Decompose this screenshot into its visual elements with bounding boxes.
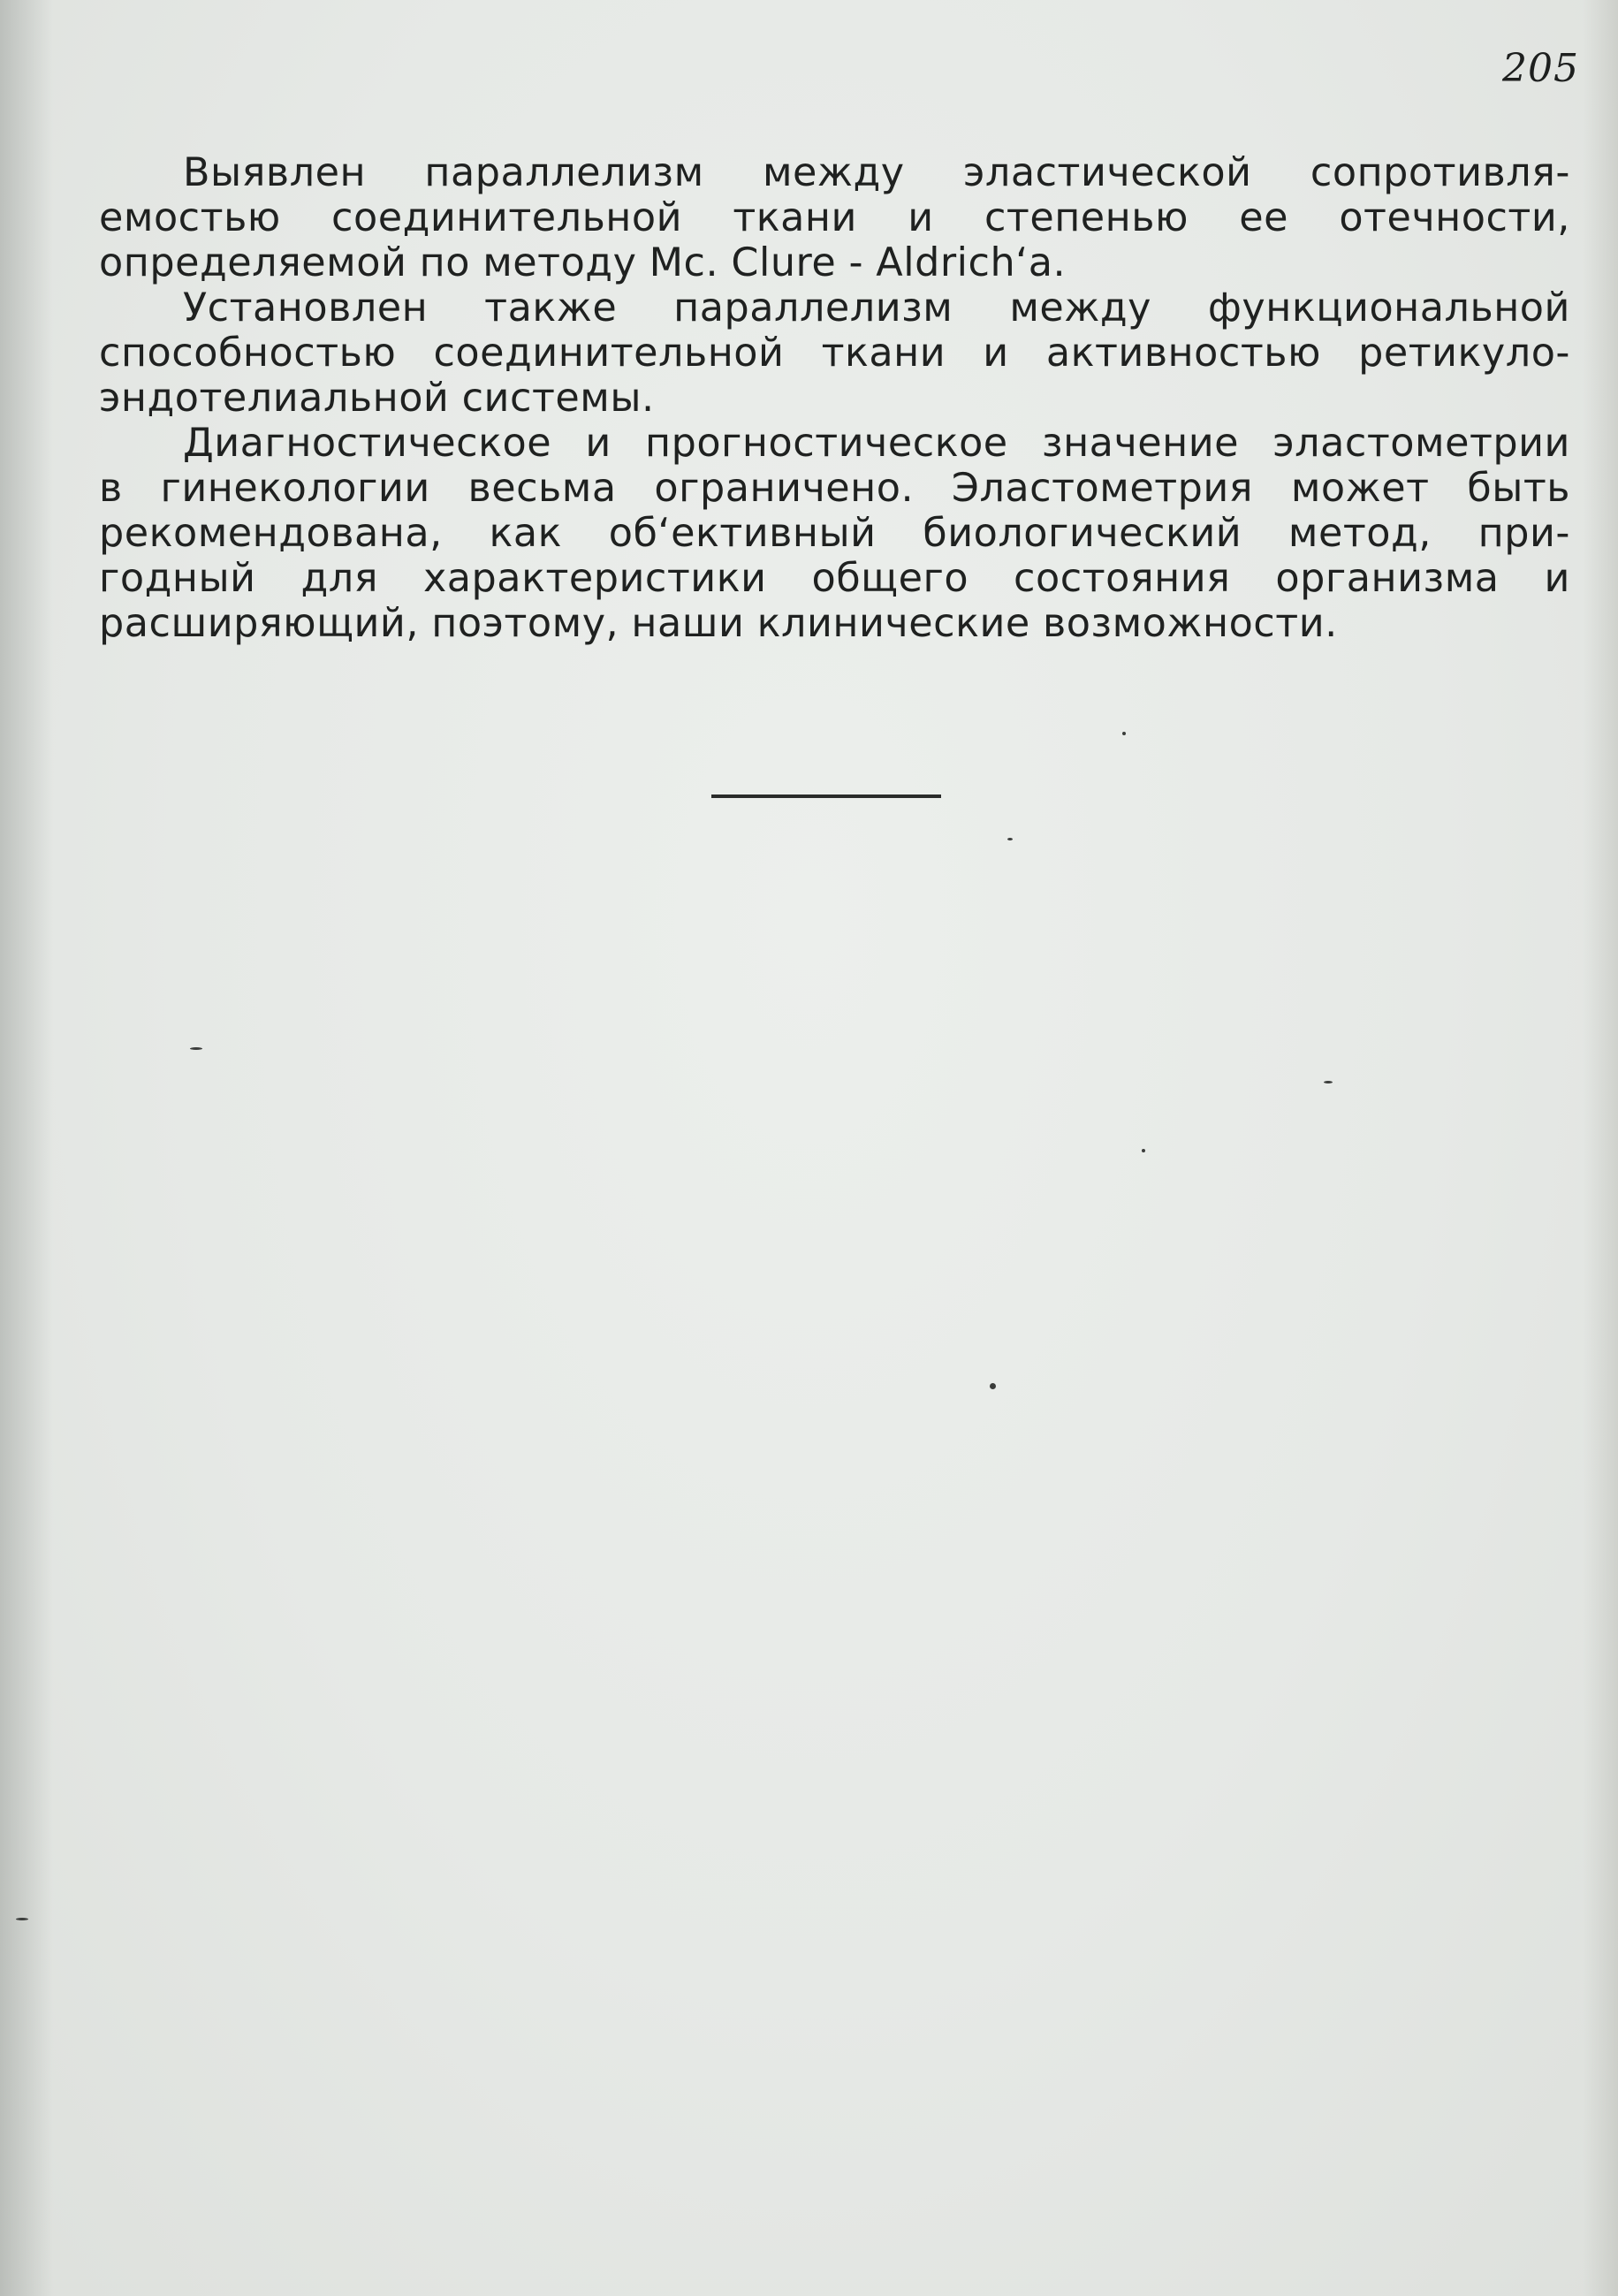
word: состояния — [1014, 556, 1231, 601]
page-edge-shadow-right — [1583, 0, 1618, 2296]
body-text — [99, 150, 1570, 646]
word: между — [1009, 285, 1151, 331]
word: системы. — [461, 376, 655, 421]
word: эластометрии — [1272, 421, 1570, 466]
scan-speck — [16, 1918, 28, 1920]
word: Clure — [731, 240, 837, 285]
section-divider-rule — [711, 794, 941, 798]
word: может — [1290, 466, 1430, 511]
text-line — [99, 331, 1570, 376]
word: ее — [1239, 195, 1289, 240]
word: степенью — [984, 195, 1189, 240]
text-line — [99, 195, 1570, 240]
paragraph-2 — [99, 285, 1570, 421]
word: эластической — [962, 150, 1252, 195]
word: весьма — [467, 466, 617, 511]
word: отечности, — [1339, 195, 1570, 240]
word: биологический — [923, 511, 1242, 556]
word: Mc. — [649, 240, 719, 285]
word: параллелизм — [673, 285, 953, 331]
word: определяемой — [99, 240, 407, 285]
text-line — [99, 511, 1570, 556]
word: быть — [1467, 466, 1570, 511]
word: Диагностическое — [183, 421, 552, 466]
word: и — [983, 331, 1009, 376]
word: метод, — [1288, 511, 1432, 556]
text-line — [99, 150, 1570, 195]
word: емостью — [99, 195, 281, 240]
text-line — [99, 285, 1570, 331]
scan-speck — [1122, 732, 1126, 735]
word: также — [484, 285, 618, 331]
word: - — [848, 240, 864, 285]
scan-speck — [1142, 1149, 1145, 1152]
word: соединительной — [331, 195, 683, 240]
text-line — [99, 556, 1570, 601]
text-line — [99, 240, 1570, 285]
word: значение — [1041, 421, 1240, 466]
text-line — [99, 466, 1570, 511]
word: Эластометрия — [951, 466, 1254, 511]
word: наши — [631, 601, 745, 646]
word: в — [99, 466, 123, 511]
word: общего — [811, 556, 969, 601]
word: методу — [482, 240, 637, 285]
page-number: 205 — [1502, 46, 1579, 91]
word: способностью — [99, 331, 397, 376]
text-line — [99, 421, 1570, 466]
word: Aldrich‘a. — [876, 240, 1067, 285]
word: при- — [1477, 511, 1570, 556]
word: по — [419, 240, 470, 285]
word: между — [762, 150, 905, 195]
word: и — [1544, 556, 1570, 601]
word: и — [585, 421, 611, 466]
page-edge-shadow-left — [0, 0, 53, 2296]
word: функциональной — [1207, 285, 1570, 331]
word: эндотелиальной — [99, 376, 450, 421]
word: параллелизм — [424, 150, 704, 195]
word: прогностическое — [644, 421, 1008, 466]
word: поэтому, — [431, 601, 619, 646]
word: соединительной — [433, 331, 785, 376]
text-line — [99, 376, 1570, 421]
scan-speck — [190, 1047, 202, 1050]
word: характеристики — [422, 556, 767, 601]
word: рекомендована, — [99, 511, 443, 556]
scan-speck — [1007, 838, 1013, 840]
word: и — [908, 195, 934, 240]
word: клинические — [756, 601, 1030, 646]
text-line — [99, 601, 1570, 646]
word: расширяющий, — [99, 601, 419, 646]
paragraph-1 — [99, 150, 1570, 285]
word: сопротивля- — [1310, 150, 1570, 195]
word: ретикуло- — [1358, 331, 1570, 376]
word: активностью — [1045, 331, 1321, 376]
word: ткани — [821, 331, 946, 376]
word: годный — [99, 556, 256, 601]
scan-speck — [990, 1383, 996, 1389]
scan-speck — [1324, 1081, 1333, 1083]
paragraph-3 — [99, 421, 1570, 646]
word: как — [489, 511, 563, 556]
word: для — [300, 556, 378, 601]
word: ограничено. — [654, 466, 915, 511]
word: возможности. — [1042, 601, 1338, 646]
word: Выявлен — [183, 150, 367, 195]
word: ткани — [733, 195, 857, 240]
word: гинекологии — [160, 466, 430, 511]
word: организма — [1275, 556, 1500, 601]
word: об‘ективный — [608, 511, 877, 556]
word: Установлен — [183, 285, 429, 331]
